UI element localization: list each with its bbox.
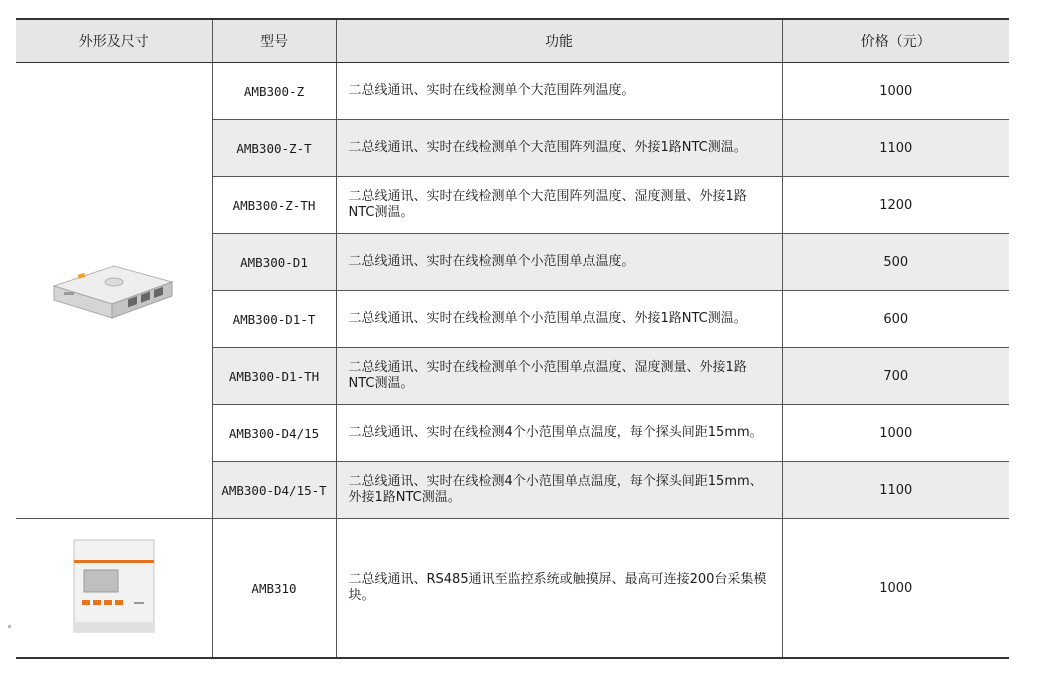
model-cell: AMB300-Z: [212, 63, 336, 120]
model-cell: AMB300-D4/15: [212, 405, 336, 462]
model-cell: AMB310: [212, 519, 336, 659]
model-cell: AMB300-D1-T: [212, 291, 336, 348]
price-cell: 600: [782, 291, 1009, 348]
model-cell: AMB300-D1: [212, 234, 336, 291]
price-cell: 1200: [782, 177, 1009, 234]
price-cell: 1000: [782, 519, 1009, 659]
model-cell: AMB300-Z-T: [212, 120, 336, 177]
amb310-image-cell: [16, 519, 212, 659]
function-cell: 二总线通讯、实时在线检测单个小范围单点温度、外接1路NTC测温。: [336, 291, 782, 348]
table-row: [16, 519, 1009, 659]
table-header-row: [16, 19, 1009, 63]
model-cell: AMB300-Z-TH: [212, 177, 336, 234]
price-cell: 1000: [782, 405, 1009, 462]
function-cell: 二总线通讯、实时在线检测单个大范围阵列温度。: [336, 63, 782, 120]
amb310-device-image: [72, 538, 156, 634]
function-cell: 二总线通讯、实时在线检测单个大范围阵列温度、外接1路NTC测温。: [336, 120, 782, 177]
product-spec-table: [16, 18, 1009, 659]
model-cell: AMB300-D1-TH: [212, 348, 336, 405]
price-cell: 500: [782, 234, 1009, 291]
price-cell: 1100: [782, 462, 1009, 519]
amb300-image-cell: [16, 63, 212, 519]
header-function: 功能: [336, 19, 782, 63]
price-cell: 1100: [782, 120, 1009, 177]
function-cell: 二总线通讯、实时在线检测4个小范围单点温度，每个探头间距15mm。: [336, 405, 782, 462]
function-cell: 二总线通讯、实时在线检测单个大范围阵列温度、湿度测量、外接1路NTC测温。: [336, 177, 782, 234]
price-cell: 700: [782, 348, 1009, 405]
function-cell: 二总线通讯、实时在线检测单个小范围单点温度。: [336, 234, 782, 291]
header-model: 型号: [212, 19, 336, 63]
function-cell: 二总线通讯、实时在线检测4个小范围单点温度，每个探头间距15mm、外接1路NTC测温。: [336, 462, 782, 519]
function-cell: 二总线通讯、实时在线检测单个小范围单点温度、湿度测量、外接1路NTC测温。: [336, 348, 782, 405]
stray-mark: [8, 625, 11, 628]
amb300-module-image: [44, 254, 184, 324]
header-shape: 外形及尺寸: [16, 19, 212, 63]
header-price: 价格（元）: [782, 19, 1009, 63]
table-row: [16, 63, 1009, 120]
price-cell: 1000: [782, 63, 1009, 120]
model-cell: AMB300-D4/15-T: [212, 462, 336, 519]
function-cell: 二总线通讯、RS485通讯至监控系统或触摸屏、最高可连接200台采集模块。: [336, 519, 782, 659]
